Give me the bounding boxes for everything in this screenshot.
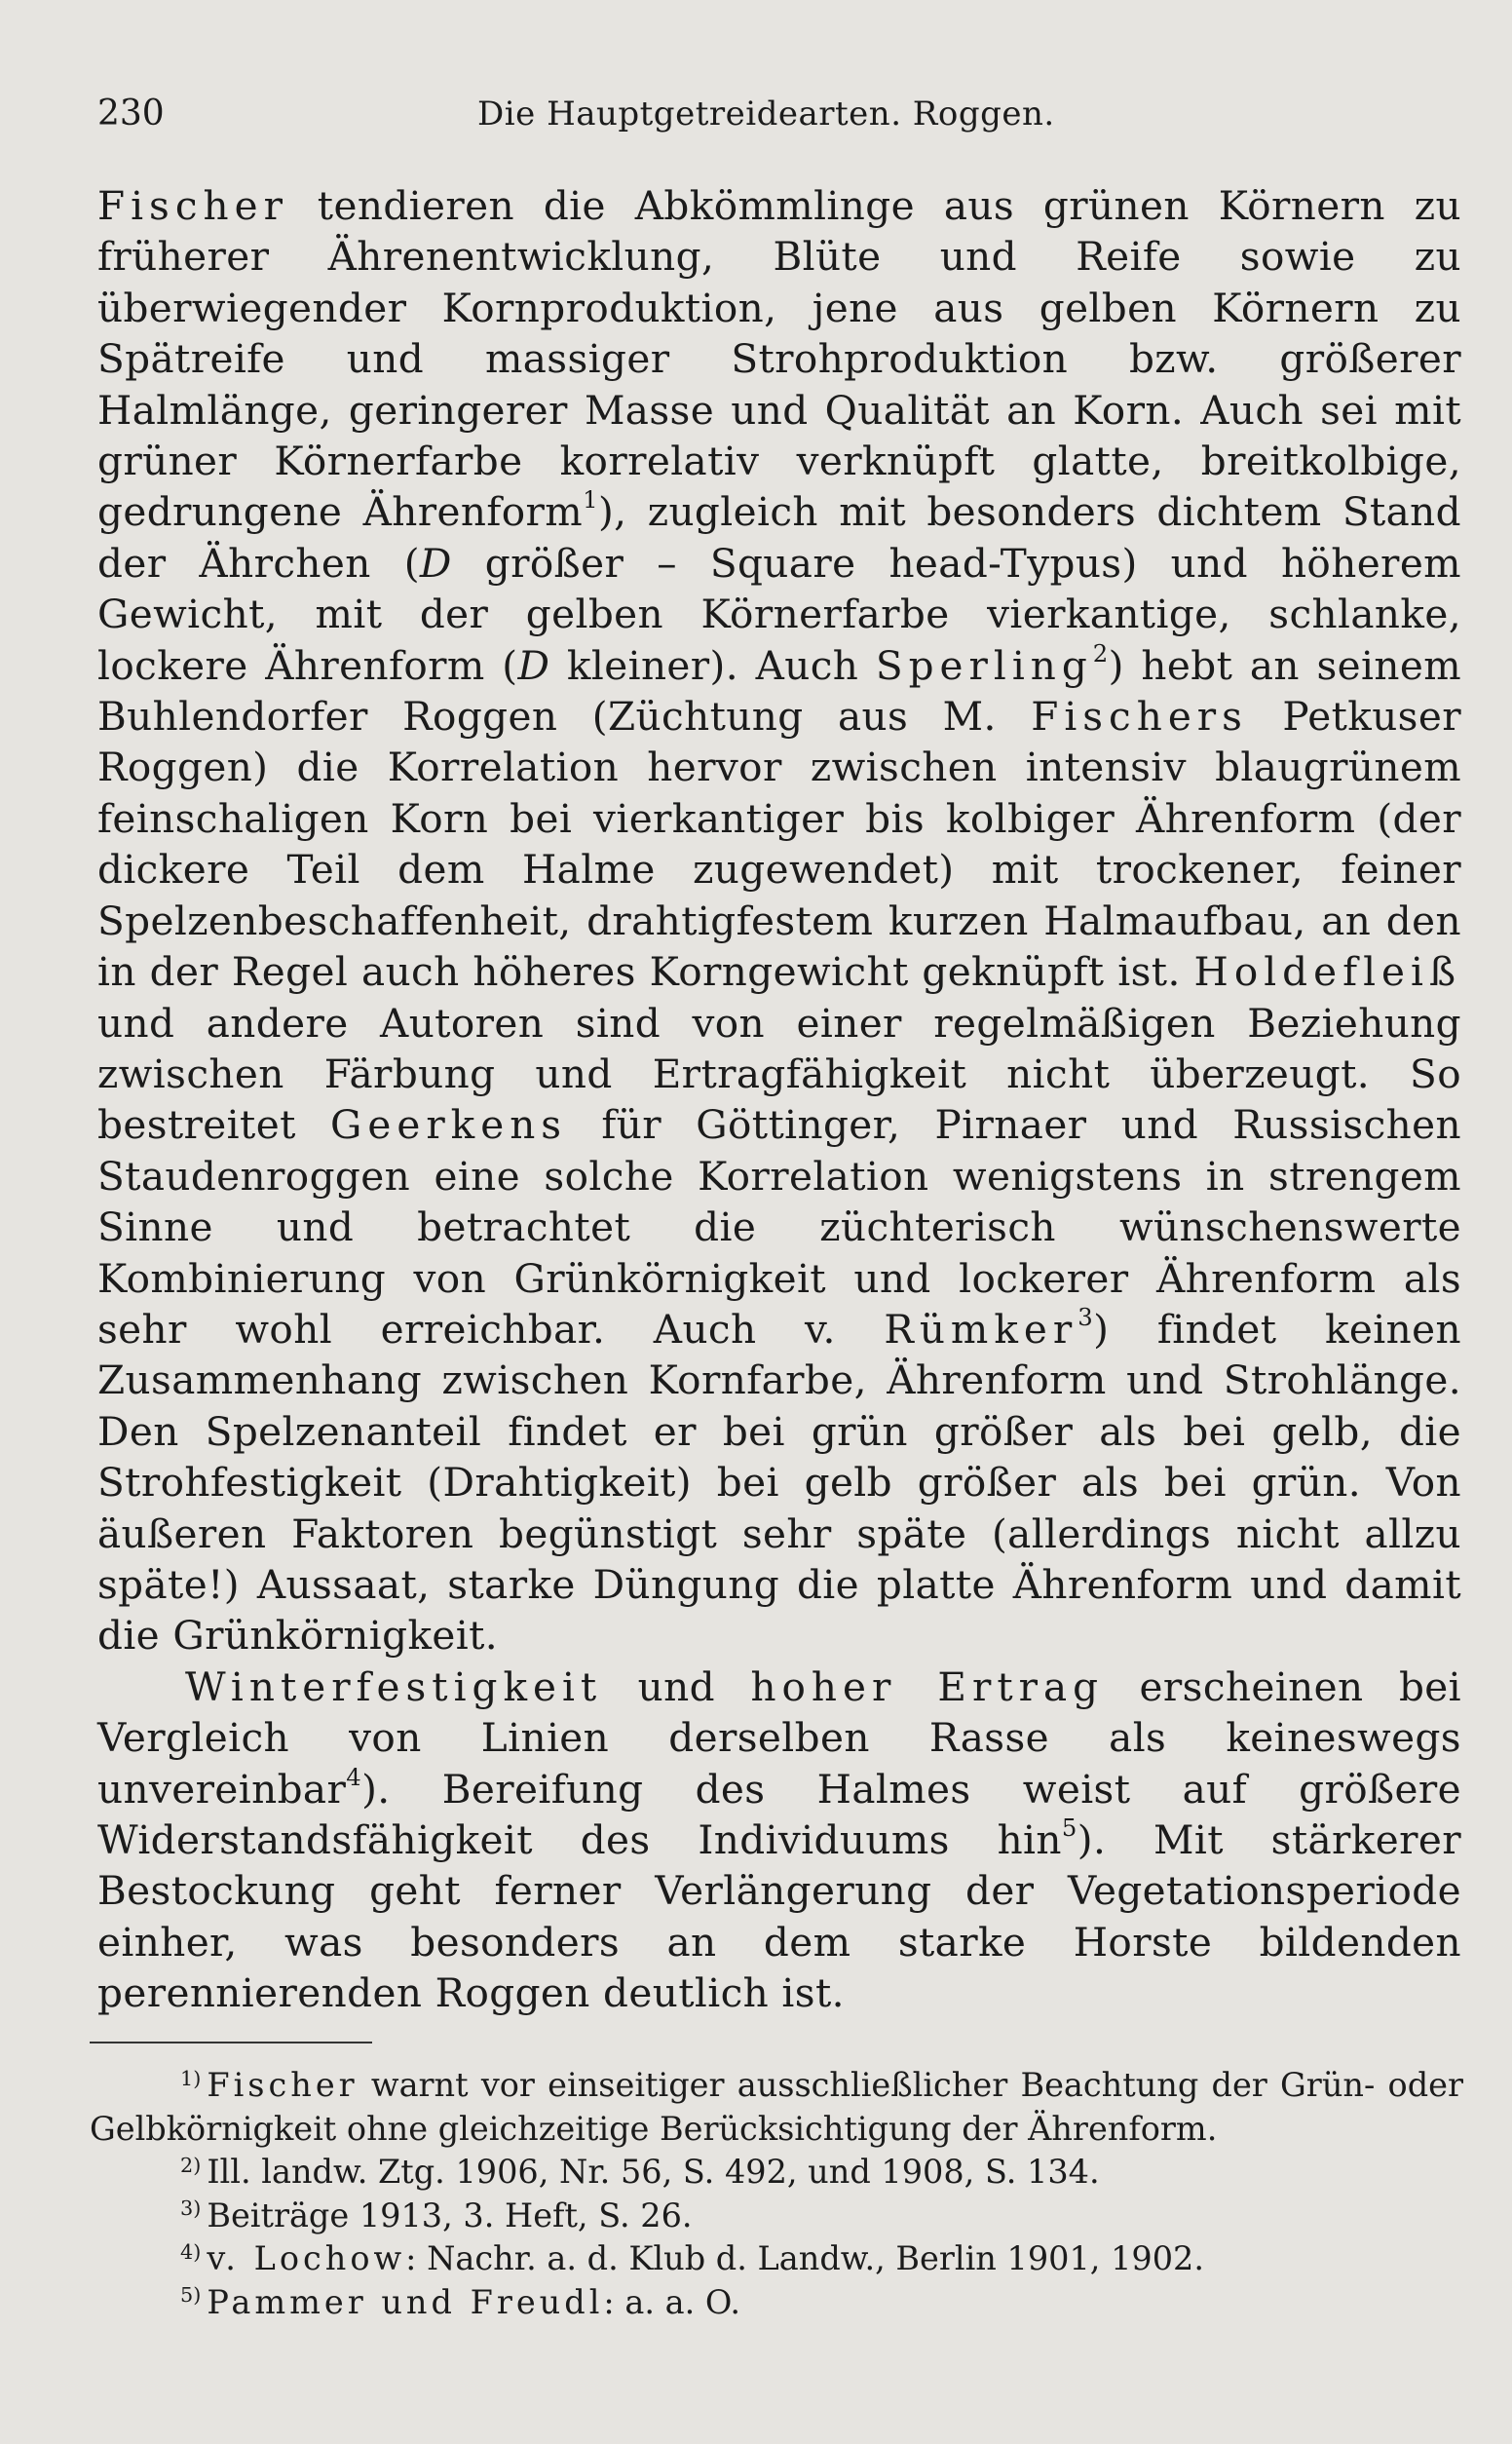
text-run: erscheinen bei Vergleich von Linien derselben Rasse als keineswegs unvereinbar <box>97 1662 1461 1813</box>
footnote-text: Ill. landw. Ztg. 1906, Nr. 56, S. 492, und 1908, S. 134. <box>207 2153 1100 2191</box>
footnote-reference: 1 <box>583 485 598 515</box>
footnote <box>90 2237 1463 2281</box>
text-run: und <box>602 1662 751 1710</box>
footnote <box>90 2151 1463 2195</box>
footnote-mark: 1) <box>180 2066 202 2090</box>
text-run: größer – Square head-Typus) und höherem Gewicht, mit der gelben Körnerfarbe vierkantige, schlanke, lockere Ährenform ( <box>97 539 1461 689</box>
author-name: Holdefleiß <box>1193 948 1461 996</box>
text-run: ), zugleich mit besonders dichtem Stand der Ährchen ( <box>97 488 1461 587</box>
author-name: Geerkens <box>330 1101 568 1149</box>
footnote-reference: 2 <box>1092 638 1109 668</box>
footnote-text: : a. a. O. <box>603 2282 741 2321</box>
symbol-d: D <box>419 539 452 587</box>
footnote-reference: 5 <box>1061 1813 1077 1842</box>
text-run: für Göttinger, Pirnaer und Russischen Staudenroggen eine solche Korrelation wenigstens in strengem Sinne und betrachtet die züchterisch wünschenswerte Kombinierung von Grünkörnigkeit und lockerer Ährenform als sehr wohl erreichbar. Auch v. <box>97 1101 1461 1353</box>
footnote-text: warnt vor einseitiger ausschließlicher Beachtung der Grün- oder Gelbkörnigkeit ohne gleichzeitige Berücksichtigung der Ährenform. <box>90 2066 1463 2148</box>
text-run: ) hebt an seinem Buhlendorfer Roggen (Züchtung aus M. <box>97 641 1462 741</box>
footnotes <box>90 2064 1463 2324</box>
main-text <box>97 180 1461 2019</box>
author-name: Fischers <box>1031 693 1248 741</box>
text-run: und andere Autoren sind von einer regelmäßigen Beziehung zwischen Färbung und Ertragfähigkeit nicht überzeugt. So bestreitet <box>97 999 1461 1149</box>
text-run: Petkuser Roggen) die Korrelation hervor zwischen intensiv blaugrünem feinschaligen Korn bei vierkantiger bis kolbiger Ährenform (der dickere Teil dem Halme zugewendet) mit trockener, feiner Spelzenbeschaffenheit, drahtigfestem kurzen Halmaufbau, an den in der Regel auch höheres Korngewicht geknüpft ist. <box>97 693 1461 996</box>
text-run: ) findet keinen Zusammenhang zwischen Kornfarbe, Ährenform und Strohlänge. Den Spelzenanteil findet er bei grün größer als bei gelb, die Strohfestigkeit (Drahtigkeit) bei gelb größer als bei grün. Von äußeren Faktoren begünstigt sehr späte (allerdings nicht allzu späte!) Aussaat, starke Düngung die platte Ährenform und damit die Grünkörnigkeit. <box>97 1305 1461 1660</box>
footnote <box>90 2064 1463 2151</box>
page-number: 230 <box>97 94 165 134</box>
footnote-text: Beiträge 1913, 3. Heft, S. 26. <box>207 2196 693 2234</box>
footnote-mark: 4) <box>180 2239 202 2264</box>
footnote-author: Fischer <box>207 2066 359 2104</box>
symbol-d: D <box>517 641 550 689</box>
page-header <box>97 90 1461 138</box>
footnote-mark: 5) <box>180 2283 202 2308</box>
running-title: Die Hauptgetreidearten. Roggen. <box>477 95 1055 134</box>
footnote-reference: 4 <box>346 1762 362 1791</box>
text-run: tendieren die Abkömmlinge aus grünen Körnern zu früherer Ährenentwicklung, Blüte und Reife sowie zu überwiegender Kornproduktion, jene aus gelben Körnern zu Spätreife und massiger Strohproduktion bzw. größerer Halmlänge, geringerer Masse und Qualität an Korn. Auch sei mit grüner Körnerfarbe korrelativ verknüpft glatte, breitkolbige, gedrungene Ährenform <box>97 182 1461 536</box>
author-name: Rümker <box>884 1305 1078 1353</box>
footnote-reference: 3 <box>1077 1302 1094 1331</box>
paragraph <box>97 180 1461 1661</box>
footnote-author: v. Lochow <box>207 2239 406 2277</box>
footnote-separator <box>90 2042 372 2043</box>
author-name: hoher Ertrag <box>750 1662 1105 1710</box>
author-name: Winterfestigkeit <box>185 1662 603 1710</box>
author-name: Fischer <box>97 182 288 229</box>
footnote <box>90 2281 1463 2325</box>
footnote <box>90 2195 1463 2238</box>
text-run: ). Mit stärkerer Bestockung geht ferner Verlängerung der Vegetationsperiode einher, was besonders an dem starke Horste bildenden perennierenden Roggen deutlich ist. <box>97 1816 1462 2017</box>
text-run: kleiner). Auch <box>549 641 876 689</box>
paragraph <box>97 1661 1461 2019</box>
footnote-mark: 3) <box>180 2196 202 2221</box>
author-name: Sperling <box>875 641 1093 689</box>
footnote-mark: 2) <box>180 2153 202 2177</box>
footnote-author: Pammer und Freudl <box>207 2282 604 2321</box>
text-run: ). Bereifung des Halmes weist auf größere Widerstandsfähigkeit des Individuums hin <box>97 1765 1461 1863</box>
footnote-text: : Nachr. a. d. Klub d. Landw., Berlin 1901, 1902. <box>405 2239 1204 2277</box>
